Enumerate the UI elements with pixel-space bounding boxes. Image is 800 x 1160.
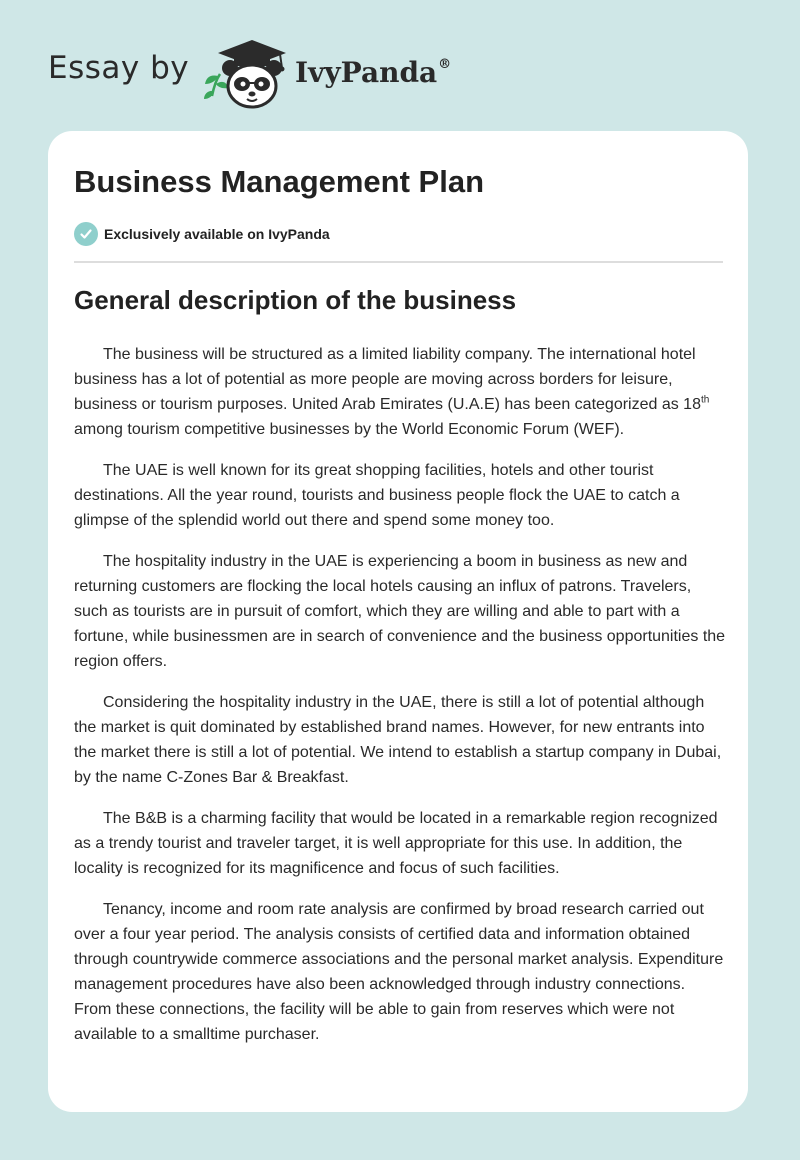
checkmark-icon	[74, 222, 98, 246]
essay-by-label: Essay by	[48, 50, 190, 86]
exclusive-badge	[74, 222, 330, 246]
panda-graduate-icon	[200, 34, 292, 110]
paragraph: Tenancy, income and room rate analysis are confirmed by broad research carried out over a four year period. The analysis consists of certified data and information obtained through countrywide commerce associations and the personal market analysis. Expenditure management procedures have also been acknowledged through industry connections. From these connections, the facility will be able to gain from reserves which were not available to a smalltime purchaser.	[74, 901, 724, 1043]
paragraph: The UAE is well known for its great shopping facilities, hotels and other tourist destinations. All the year round, tourists and business people flock the UAE to catch a glimpse of the splendid world out there and spend some money too.	[74, 462, 680, 529]
page-title: Business Management Plan	[74, 164, 485, 199]
paragraph: The hospitality industry in the UAE is experiencing a boom in business as new and returning customers are flocking the local hotels causing an influx of patrons. Travelers, such as tourists are in pursuit of comfort, which they are willing and able to part with a fortune, while businessmen are in search of convenience and the business opportunities the region offers.	[74, 553, 726, 670]
essay-card	[48, 131, 748, 1112]
section-heading: General description of the business	[74, 285, 517, 315]
site-header	[48, 34, 468, 114]
brand-name: IvyPanda®	[295, 56, 452, 89]
paragraph: The business will be structured as a limited liability company. The international hotel business has a lot of potential as more people are moving across borders for leisure, business or tourism purposes. United Arab Emirates (U.A.E) has been categorized as 18th among tourism competitive businesses by the World Economic Forum (WEF).	[74, 346, 710, 438]
badge-label: Exclusively available on IvyPanda	[104, 226, 330, 242]
divider	[74, 261, 723, 263]
paragraph: The B&B is a charming facility that would be located in a remarkable region recognized as a trendy tourist and traveler target, it is well appropriate for this use. In addition, the locality is recognized for its magnificence and focus of such facilities.	[74, 810, 718, 877]
essay-body	[74, 342, 726, 1063]
paragraph: Considering the hospitality industry in the UAE, there is still a lot of potential although the market is quit dominated by established brand names. However, for new entrants into the market there is still a lot of potential. We intend to establish a startup company in Dubai, by the name C-Zones Bar & Breakfast.	[74, 694, 722, 786]
